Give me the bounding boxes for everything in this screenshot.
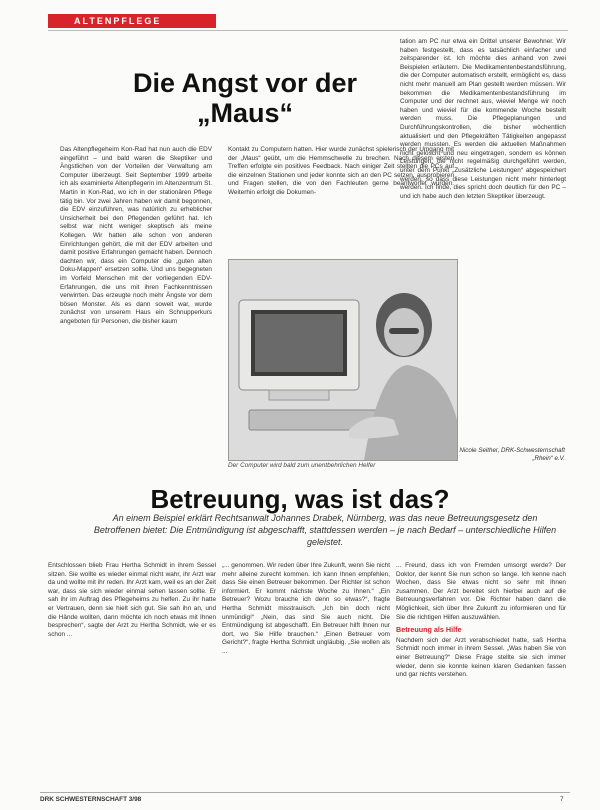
- article2-title: Betreuung, was ist das?: [150, 484, 450, 514]
- article2-column-1: [48, 562, 216, 784]
- article2-column-3: [396, 562, 566, 784]
- page-number: 7: [560, 796, 564, 803]
- article2-section-heading: Betreuung als Hilfe: [396, 625, 462, 635]
- article2-column-2: [222, 562, 390, 784]
- article1-title: Die Angst vor der „Maus“: [132, 68, 358, 128]
- article2-col1-text: Entschlossen blieb Frau Hertha Schmidt in ihrem Sessel sitzen. Sie wollte es wieder einmal nicht wahr, ihr Arzt war da und wollte mit ihr reden. Ihr Arzt kam, weil es an der Zeit war, dass sie sich wieder einmal sehen lassen sollte. Er sah ihr im Auftrag des Pflegeheims zu helfen. Zu ihr hatte er Vertrauen, denn sie hielt sich gut. Sie sah ihn an, und die Hände wollten, dann möchte ich noch etwas mit Ihnen besprechen“, sagte der Arzt zu Hertha Schmidt, wie er es schon ...: [48, 562, 216, 638]
- article2-col3b-text: Nachdem sich der Arzt verabschiedet hatte, saß Hertha Schmidt noch immer in ihrem Sessel. „Was haben Sie von einer Betreuung?“ Diese Frage stellte sie sich immer wieder, denn sie konnte keinen klaren Gedanken fassen und gar nichts verstehen.: [396, 636, 566, 679]
- computer-photo: [228, 259, 458, 461]
- header-rule: [48, 30, 568, 31]
- footer-rule: [40, 792, 570, 793]
- article2-col3-text: ... Freund, dass ich von Fremden umsorgt werde? Der Doktor, der kennt Sie nun schon so lange. Ich kenne nach Wochen, dass Sie etwas nicht so sehr mit Ihnen zusammen. Der Arzt bereitet sich hierbei auch auf die Betreuungsverfahren vor. Die Richter haben dann die Möglichkeit, sich über Ihre Zukunft zu informieren und für Sie die richtigen Hilfen auszuwählen.: [396, 562, 566, 621]
- article1-column-1: [60, 146, 212, 472]
- photo-caption: Der Computer wird bald zum unentbehrlichen Helfer: [228, 462, 376, 469]
- article1-col1-text: Das Altenpflegeheim Kon-Rad hat nun auch die EDV eingeführt – und bald waren die Skeptiker und Ängstlichen von der Vorteilen der Verwaltung am Computer überzeugt. Seit September 1999 arbeite ich als examinierte Altenpflegerin im Altenzentrum St. Martin in Kon-Rad, wo ich in der stationären Pflege tätig bin. Vor zwei Jahren haben wir damit begonnen, die EDV einzuführen, was natürlich zu erheblicher Unsicherheit bei den Pflegenden geführt hat. Ich selbst war nicht weniger skeptisch als meine Kollegen. Wir hatten alle schon von anderen Einrichtungen gehört, die mit der EDV arbeiten und damit positive Erfahrungen gemacht haben. Dennoch dachten wir, dass ein Computer die „guten alten Doku-Mappen“ ersetzen sollte. Und uns begegneten im Vorfeld Menschen mit der vorliegenden EDV-Erfahrungen, die uns mit ihren Fachkenntnissen verwirrten. Das erzeugte noch mehr Ängste vor dem bösen Monster. Als es dann soweit war, wurde zunächst von unserem Haus ein Schnupperkurs angeboten für Personen, die bisher kaum: [60, 146, 212, 325]
- section-label: ALTENPFLEGE: [74, 16, 162, 26]
- article1-signoff: Nicole Seither, DRK-Schwesternschaft „Rhein“ e.V.: [459, 447, 565, 462]
- section-banner: [48, 14, 216, 28]
- article2-col2-text: „... genommen. Wir reden über Ihre Zukunft, wenn Sie nicht mehr alleine zurecht kommen. Ich kann Ihnen empfehlen, dass Sie einen Betreuer bekommen. Der Richter ist schon informiert. Er kommt nächste Woche zu Ihnen.“ „Ein Betreuer? Wozu brauche ich denn so etwas?“, fragte Hertha Schmidt misstrauisch. „Ich bin doch nicht unmündig!“ „Nein, das sind Sie auch nicht. Die Entmündigung ist abgeschafft. Ein Betreuer hilft Ihnen nur dort, wo Sie Hilfe brauchen.“ „Einen Betreuer vom Gericht?“, fragte Hertha Schmidt ungläubig. „Sie wollen als ...: [222, 562, 390, 655]
- publication-footer: DRK SCHWESTERNSCHAFT 3/98: [40, 796, 142, 803]
- article1-col2-text: Kontakt zu Computern hatten. Hier wurde zunächst spielerisch der Umgang mit der „Maus“ geübt, um die Hemmschwelle zu brechen. Nach diesem ersten Treffen erfolgte ein positives Feedback. Nach einiger Zeit stellten die PCs auf die einzelnen Stationen und jeder konnte sich an den PC setzen, ausprobieren und Fragen stellen, die von den Fachleuten gerne beantwortet wurden. Weiterhin erfolgt die Dokumen-: [228, 146, 454, 196]
- computer-photo-illustration: [229, 260, 457, 460]
- article2-subtitle: An einem Beispiel erklärt Rechtsanwalt Johannes Drabek, Nürnberg, was das neue Betreuungsgesetz den Betroffenen bietet: Die Entmündigung ist abgeschafft, stattdessen werden – je nach Bedarf – unterschiedliche Hilfen geleistet.: [93, 513, 557, 547]
- article1-col3-text: tation am PC nur etwa ein Drittel unserer Bewohner. Wir haben festgestellt, dass es tatsächlich einfacher und zeitsparender ist. Ich möchte dies anhand von zwei Beispielen erläutern. Die Medikamentenbestandsführung, die der Computer automatisch erstellt, ermöglicht es, dass nicht mehr manuell am Plan gestellt werden müssen. Wir bekommen die Medikamentenbestandsführung im Computer und der rechnet aus, wieviel Menge wir noch haben und wieviel für die kommende Woche bestellt werden muss. Die Pflegeplanungen und Durchführungskontrollen, die bisher wöchentlich aktualisiert und den Pflegekräften Tätigkeiten angepasst werden mussten. Es werden die aktuellen Maßnahmen nicht gelöscht und neu eingetragen, sondern es können Leistungen, die nicht regelmäßig durchgeführt werden, unter dem Punkt „Zusätzliche Leistungen“ abgespeichert werden, so dass diese Leistungen nicht mehr hinterlegt werden. Ich finde, dies spricht doch deutlich für den PC – und ich habe auch den letzten Skeptiker überzeugt.: [400, 38, 566, 200]
